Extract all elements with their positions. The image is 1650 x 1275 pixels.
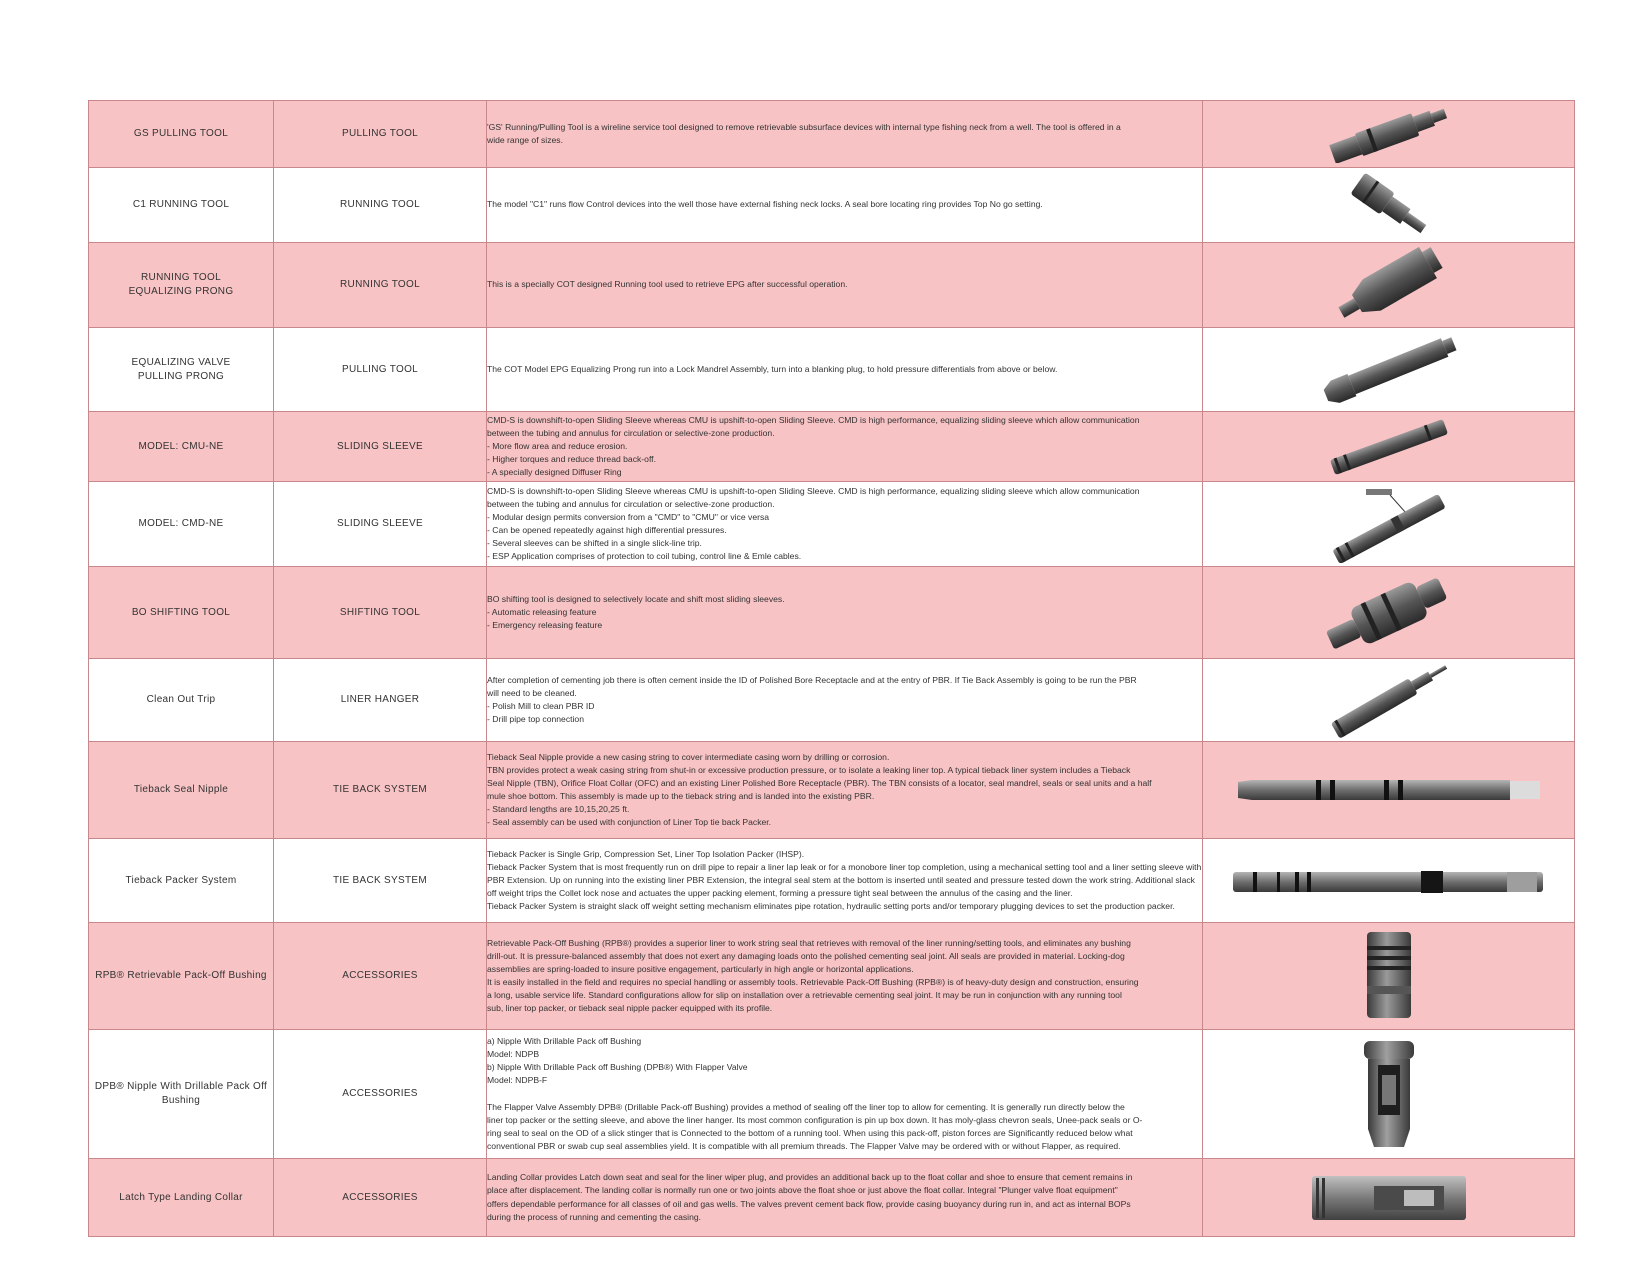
description-line: ring seal to seal on the OD of a slick stinger that is Connected to the bottom of a running tool. When using this pack-off, piston forces are Significantly reduced below what <box>487 1127 1133 1138</box>
table-row <box>89 742 1575 839</box>
product-description <box>487 567 1203 659</box>
description-line: liner top packer or the setting sleeve, and above the liner hanger. Its most common configuration is pin up box down. It has moly-glass chevron seals, Unee-pack seals or O- <box>487 1114 1143 1125</box>
description-line: - Higher torques and reduce thread back-off. <box>487 454 656 465</box>
table-row <box>89 328 1575 412</box>
description-line: After completion of cementing job there is often cement inside the ID of Polished Bore Receptacle and at the entry of PBR. If Tie Back Assembly is going to be run the PBR <box>487 674 1137 685</box>
description-line: It is easily installed in the field and requires no special handling or assembly tools. Retrievable Pack-Off Bushing (RPB®) is of heavy-duty design and construction, ensuring <box>487 977 1139 987</box>
table-row <box>89 168 1575 243</box>
product-name: EQUALIZING VALVE PULLING PRONG <box>89 328 274 412</box>
product-description <box>487 839 1203 923</box>
description-line: - Can be opened repeatedly against high differential pressures. <box>487 525 727 535</box>
description-line: PBR Extension. Up on running into the existing liner PBR Extension, the integral seal stem at the bottom is inserted until seated and pressure tested down the work string. Additional slack <box>487 874 1195 885</box>
table-row <box>89 412 1575 482</box>
table-row <box>89 243 1575 328</box>
table-row <box>89 482 1575 567</box>
description-line: Tieback Packer is Single Grip, Compression Set, Liner Top Isolation Packer (IHSP). <box>487 848 805 859</box>
description-line: CMD-S is downshift-to-open Sliding Sleeve whereas CMU is upshift-to-open Sliding Sleeve. CMD is high performance, equalizing sliding sleeve which allow communication <box>487 485 1140 496</box>
rpb-pack-off-bushing-image <box>1203 923 1575 1030</box>
description-line: - Automatic releasing feature <box>487 606 597 617</box>
product-category: TIE BACK SYSTEM <box>274 839 487 923</box>
product-description <box>487 742 1203 839</box>
description-line: between the tubing and annulus for circulation or selective-zone production. <box>487 498 775 509</box>
description-line: Model: NDPB <box>487 1049 540 1060</box>
product-name: C1 RUNNING TOOL <box>89 168 274 243</box>
description-line: b) Nipple With Drillable Pack off Bushing (DPB®) With Flapper Valve <box>487 1062 748 1073</box>
description-line: - Several sleeves can be shifted in a single slick-line trip. <box>487 538 702 549</box>
description-line: The Flapper Valve Assembly DPB® (Drillable Pack-off Bushing) provides a method of sealing off the liner top to allow for cementing. It is generally run directly below the <box>487 1101 1125 1112</box>
description-line <box>487 1088 1202 1101</box>
description-line: - Seal assembly can be used with conjunction of Liner Top tie back Packer. <box>487 817 772 828</box>
product-description <box>487 168 1203 243</box>
description-line: Model: NDPB-F <box>487 1075 548 1086</box>
description-line: a) Nipple With Drillable Pack off Bushing <box>487 1036 642 1047</box>
description-line: during the process of running and cementing the casing. <box>487 1211 702 1222</box>
description-line: Tieback Packer System is straight slack off weight setting mechanism eliminates pipe rotation, hydraulic setting ports and/or temporary plugging devices to set the production packer. <box>487 901 1175 912</box>
product-name: GS PULLING TOOL <box>89 101 274 168</box>
table-row <box>89 101 1575 168</box>
description-line: 'GS' Running/Pulling Tool is a wireline service tool designed to remove retrievable subsurface devices with internal type fishing neck from a well. The tool is offered in a <box>487 121 1121 132</box>
product-category: ACCESSORIES <box>274 1159 487 1237</box>
description-line: a long, usable service life. Standard configurations allow for slip on installation over a retrievable cementing seal joint. It may be run in conjunction with any running tool <box>487 990 1122 1001</box>
product-category: SLIDING SLEEVE <box>274 482 487 567</box>
product-description <box>487 923 1203 1030</box>
product-name: DPB® Nipple With Drillable Pack Off Bushing <box>89 1030 274 1159</box>
description-line: - A specially designed Diffuser Ring <box>487 467 622 478</box>
description-line: This is a specially COT designed Running tool used to retrieve EPG after successful operation. <box>487 279 848 290</box>
table-row <box>89 839 1575 923</box>
product-name: RUNNING TOOL EQUALIZING PRONG <box>89 243 274 328</box>
description-line: off weight trips the Collet lock nose and actuates the upper packing element, forming a pressure tight seal between the annulus of the casing and the liner. <box>487 888 1073 899</box>
description-line: The model "C1" runs flow Control devices into the well those have external fishing neck locks. A seal bore locating ring provides Top No go setting. <box>487 199 1043 210</box>
description-line: - Drill pipe top connection <box>487 714 584 725</box>
description-line: - Modular design permits conversion from a "CMD" to "CMU" or vice versa <box>487 511 770 522</box>
product-name: MODEL: CMD-NE <box>89 482 274 567</box>
product-description <box>487 328 1203 412</box>
description-line: offers dependable performance for all classes of oil and gas wells. The valves prevent cement back flow, provide casing buoyancy during run in, and act as internal BOPs <box>487 1198 1131 1209</box>
product-name: Clean Out Trip <box>89 659 274 742</box>
product-name: BO SHIFTING TOOL <box>89 567 274 659</box>
description-line: place after displacement. The landing collar is normally run one or two joints above the float shoe or just above the float collar. Integral "Plunger valve float equipment" <box>487 1185 1118 1196</box>
product-description <box>487 101 1203 168</box>
cmd-ne-sliding-sleeve-image <box>1203 482 1575 567</box>
product-category: PULLING TOOL <box>274 101 487 168</box>
table-row <box>89 1159 1575 1237</box>
description-line: sub, liner top packer, or tieback seal nipple packer equipped with its profile. <box>487 1003 773 1014</box>
product-category: PULLING TOOL <box>274 328 487 412</box>
description-line: wide range of sizes. <box>487 135 563 145</box>
table-row <box>89 1030 1575 1159</box>
running-tool-equalizing-prong-image <box>1203 243 1575 328</box>
product-description <box>487 1159 1203 1237</box>
product-category: SLIDING SLEEVE <box>274 412 487 482</box>
description-line: BO shifting tool is designed to selectively locate and shift most sliding sleeves. <box>487 593 785 604</box>
description-line: Retrievable Pack-Off Bushing (RPB®) provides a superior liner to work string seal that retrieves with removal of the liner running/setting tools, and eliminates any bushing <box>487 937 1131 948</box>
product-name: Tieback Packer System <box>89 839 274 923</box>
dpb-nipple-image <box>1203 1030 1575 1159</box>
product-name: RPB® Retrievable Pack-Off Bushing <box>89 923 274 1030</box>
table-row <box>89 567 1575 659</box>
equalizing-valve-pulling-prong-image <box>1203 328 1575 412</box>
latch-landing-collar-image <box>1203 1159 1575 1237</box>
product-category: RUNNING TOOL <box>274 168 487 243</box>
product-category: RUNNING TOOL <box>274 243 487 328</box>
description-line: CMD-S is downshift-to-open Sliding Sleeve whereas CMU is upshift-to-open Sliding Sleeve. CMD is high performance, equalizing sliding sleeve which allow communication <box>487 414 1140 425</box>
c1-running-tool-image <box>1203 168 1575 243</box>
tieback-packer-system-image <box>1203 839 1575 923</box>
description-line: will need to be cleaned. <box>487 687 577 698</box>
product-description <box>487 243 1203 328</box>
description-line: The COT Model EPG Equalizing Prong run into a Lock Mandrel Assembly, turn into a blanking plug, to hold pressure differentials from above or below. <box>487 363 1058 374</box>
table-row <box>89 923 1575 1030</box>
description-line: - Standard lengths are 10,15,20,25 ft. <box>487 804 630 815</box>
description-line: - Emergency releasing feature <box>487 620 603 631</box>
product-name: Latch Type Landing Collar <box>89 1159 274 1237</box>
product-category: LINER HANGER <box>274 659 487 742</box>
product-name: Tieback Seal Nipple <box>89 742 274 839</box>
product-description <box>487 659 1203 742</box>
product-category: ACCESSORIES <box>274 923 487 1030</box>
bo-shifting-tool-image <box>1203 567 1575 659</box>
gs-pulling-tool-image <box>1203 101 1575 168</box>
product-description <box>487 1030 1203 1159</box>
description-line: - ESP Application comprises of protection to coil tubing, control line & Emle cables. <box>487 551 802 562</box>
description-line: TBN provides protect a weak casing string from shut-in or excessive production pressure, or to isolate a leaking liner top. A typical tieback liner system includes a Tieback <box>487 764 1131 775</box>
description-line: - Polish Mill to clean PBR ID <box>487 701 595 711</box>
product-category: SHIFTING TOOL <box>274 567 487 659</box>
product-category: TIE BACK SYSTEM <box>274 742 487 839</box>
product-table <box>88 100 1575 1237</box>
description-line: Landing Collar provides Latch down seat and seal for the liner wiper plug, and provides an additional back up to the float collar and shoe to ensure that cement remains in <box>487 1172 1133 1183</box>
description-line: Tieback Packer System that is most frequently run on drill pipe to repair a liner lap leak or for a monobore liner top completion, using a mechanical setting tool and a liner setting sleeve with <box>487 861 1202 872</box>
description-line: drill-out. It is pressure-balanced assembly that does not exert any damaging loads onto the polished cementing seal joint. All seals are provided in material. Locking-dog <box>487 950 1125 961</box>
description-line: - More flow area and reduce erosion. <box>487 440 628 451</box>
description-line: Tieback Seal Nipple provide a new casing string to cover intermediate casing worn by drilling or corrosion. <box>487 751 890 762</box>
description-line: assemblies are spring-loaded to insure positive engagement, particularly in high angle or horizontal applications. <box>487 963 914 974</box>
description-line: between the tubing and annulus for circulation or selective-zone production. <box>487 427 775 438</box>
cmu-ne-sliding-sleeve-image <box>1203 412 1575 482</box>
table-row <box>89 659 1575 742</box>
product-name: MODEL: CMU-NE <box>89 412 274 482</box>
product-description <box>487 482 1203 567</box>
description-line: Seal Nipple (TBN), Orifice Float Collar (OFC) and an existing Liner Polished Bore Receptacle (PBR). The TBN consists of a locator, seal mandrel, seals or seal units and a half <box>487 777 1152 788</box>
product-description <box>487 412 1203 482</box>
description-line: conventional PBR or swab cup seal assemblies yield. It is compatible with all premium threads. The Flapper Valve may be ordered with or without Flapper, as required. <box>487 1140 1121 1151</box>
tieback-seal-nipple-image <box>1203 742 1575 839</box>
clean-out-trip-image <box>1203 659 1575 742</box>
description-line: mule shoe bottom. This assembly is made up to the tieback string and is landed into the existing PBR. <box>487 791 875 801</box>
product-category: ACCESSORIES <box>274 1030 487 1159</box>
